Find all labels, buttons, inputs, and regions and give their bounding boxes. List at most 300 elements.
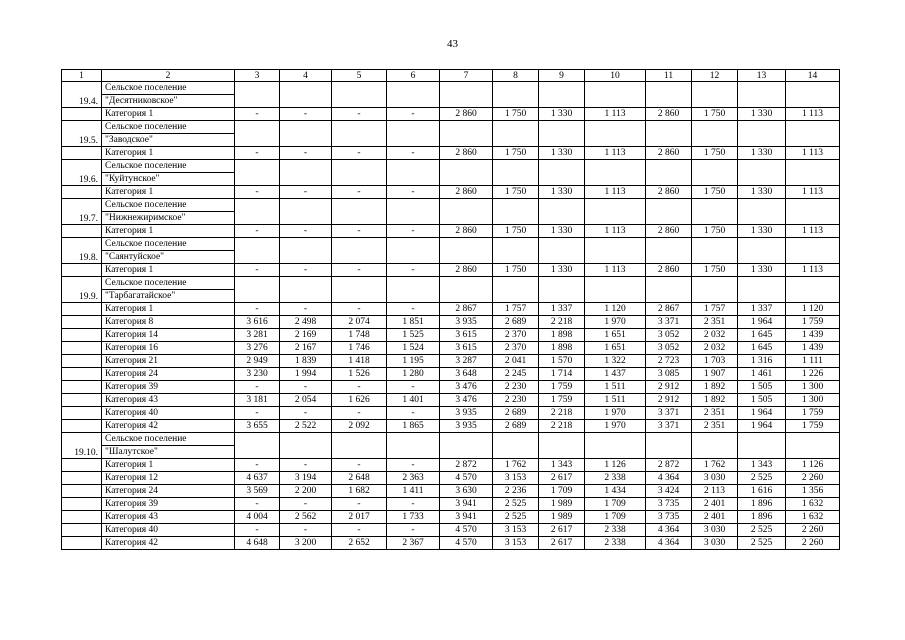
value-cell: 3 630 bbox=[440, 485, 493, 498]
value-cell: 1 964 bbox=[738, 420, 786, 433]
value-cell: - bbox=[235, 498, 280, 511]
section-title: Сельское поселение bbox=[102, 199, 235, 212]
value-cell: 1 709 bbox=[585, 511, 646, 524]
value-cell: 2 230 bbox=[493, 381, 539, 394]
value-cell: - bbox=[280, 381, 332, 394]
value-cell: - bbox=[280, 147, 332, 160]
value-cell: 1 330 bbox=[738, 264, 786, 277]
table-body bbox=[62, 70, 840, 550]
value-cell: - bbox=[235, 459, 280, 472]
category-label: Категория 14 bbox=[102, 329, 235, 342]
value-cell: 1 113 bbox=[585, 147, 646, 160]
value-cell: 1 750 bbox=[493, 264, 539, 277]
value-cell: 3 941 bbox=[440, 498, 493, 511]
value-cell: 1 703 bbox=[692, 355, 738, 368]
value-cell: 2 338 bbox=[585, 524, 646, 537]
value-cell: 1 337 bbox=[539, 303, 585, 316]
value-cell: 1 989 bbox=[539, 498, 585, 511]
empty-cell bbox=[692, 433, 738, 459]
value-cell: 2 860 bbox=[646, 225, 692, 238]
code-cell bbox=[62, 186, 102, 199]
value-cell: 3 287 bbox=[440, 355, 493, 368]
value-cell: 2 092 bbox=[332, 420, 387, 433]
value-cell: 2 522 bbox=[280, 420, 332, 433]
empty-cell bbox=[387, 277, 440, 303]
value-cell: 3 424 bbox=[646, 485, 692, 498]
value-cell: 2 041 bbox=[493, 355, 539, 368]
value-cell: - bbox=[387, 303, 440, 316]
value-cell: 3 052 bbox=[646, 342, 692, 355]
value-cell: 1 526 bbox=[332, 368, 387, 381]
value-cell: 3 935 bbox=[440, 407, 493, 420]
value-cell: 4 570 bbox=[440, 537, 493, 550]
value-cell: 2 401 bbox=[692, 511, 738, 524]
value-cell: 2 351 bbox=[692, 316, 738, 329]
value-cell: 1 626 bbox=[332, 394, 387, 407]
column-header: 2 bbox=[102, 70, 235, 82]
empty-cell bbox=[280, 238, 332, 264]
category-label: Категория 1 bbox=[102, 264, 235, 277]
value-cell: - bbox=[387, 264, 440, 277]
value-cell: 1 330 bbox=[738, 147, 786, 160]
value-cell: 3 735 bbox=[646, 498, 692, 511]
value-cell: 1 439 bbox=[786, 329, 840, 342]
empty-cell bbox=[387, 199, 440, 225]
code-cell bbox=[62, 394, 102, 407]
value-cell: 3 615 bbox=[440, 342, 493, 355]
empty-cell bbox=[585, 238, 646, 264]
value-cell: 3 476 bbox=[440, 394, 493, 407]
value-cell: 2 498 bbox=[280, 316, 332, 329]
value-cell: 1 337 bbox=[738, 303, 786, 316]
column-header: 12 bbox=[692, 70, 738, 82]
value-cell: 1 733 bbox=[387, 511, 440, 524]
value-cell: 1 750 bbox=[493, 186, 539, 199]
value-cell: 4 570 bbox=[440, 472, 493, 485]
empty-cell bbox=[786, 277, 840, 303]
value-cell: 1 343 bbox=[539, 459, 585, 472]
value-cell: 1 964 bbox=[738, 407, 786, 420]
value-cell: 2 245 bbox=[493, 368, 539, 381]
value-cell: 1 714 bbox=[539, 368, 585, 381]
table-row bbox=[62, 316, 840, 329]
value-cell: - bbox=[332, 108, 387, 121]
empty-cell bbox=[646, 82, 692, 108]
value-cell: 1 750 bbox=[692, 108, 738, 121]
value-cell: 2 218 bbox=[539, 407, 585, 420]
category-label: Категория 39 bbox=[102, 381, 235, 394]
value-cell: - bbox=[387, 225, 440, 238]
value-cell: 1 461 bbox=[738, 368, 786, 381]
empty-cell bbox=[692, 121, 738, 147]
value-cell: - bbox=[332, 303, 387, 316]
value-cell: 1 759 bbox=[539, 381, 585, 394]
empty-cell bbox=[280, 277, 332, 303]
value-cell: 2 617 bbox=[539, 472, 585, 485]
value-cell: 2 860 bbox=[646, 264, 692, 277]
table-row bbox=[62, 485, 840, 498]
value-cell: 1 632 bbox=[786, 511, 840, 524]
value-cell: - bbox=[332, 524, 387, 537]
table-row bbox=[62, 186, 840, 199]
category-label: Категория 16 bbox=[102, 342, 235, 355]
table-row bbox=[62, 472, 840, 485]
empty-cell bbox=[786, 199, 840, 225]
value-cell: - bbox=[235, 108, 280, 121]
table-row bbox=[62, 407, 840, 420]
section-row bbox=[62, 238, 840, 251]
value-cell: 1 113 bbox=[585, 225, 646, 238]
value-cell: 2 689 bbox=[493, 420, 539, 433]
empty-cell bbox=[539, 82, 585, 108]
empty-cell bbox=[280, 160, 332, 186]
empty-cell bbox=[235, 82, 280, 108]
value-cell: 3 371 bbox=[646, 316, 692, 329]
value-cell: 2 723 bbox=[646, 355, 692, 368]
column-header: 4 bbox=[280, 70, 332, 82]
empty-cell bbox=[280, 121, 332, 147]
empty-cell bbox=[646, 238, 692, 264]
empty-cell bbox=[692, 277, 738, 303]
table-row bbox=[62, 329, 840, 342]
value-cell: 3 181 bbox=[235, 394, 280, 407]
value-cell: 2 260 bbox=[786, 524, 840, 537]
value-cell: - bbox=[280, 459, 332, 472]
value-cell: 1 418 bbox=[332, 355, 387, 368]
code-cell bbox=[62, 147, 102, 160]
value-cell: 1 616 bbox=[738, 485, 786, 498]
value-cell: 1 970 bbox=[585, 316, 646, 329]
value-cell: - bbox=[387, 147, 440, 160]
value-cell: 1 505 bbox=[738, 394, 786, 407]
section-name: "Саянтуйское" bbox=[102, 251, 235, 264]
category-label: Категория 24 bbox=[102, 368, 235, 381]
value-cell: 3 052 bbox=[646, 329, 692, 342]
section-row bbox=[62, 82, 840, 95]
empty-cell bbox=[738, 238, 786, 264]
table-row bbox=[62, 108, 840, 121]
page-number: 43 bbox=[447, 38, 458, 50]
empty-cell bbox=[539, 238, 585, 264]
column-header: 9 bbox=[539, 70, 585, 82]
empty-cell bbox=[387, 238, 440, 264]
empty-cell bbox=[332, 433, 387, 459]
table-row bbox=[62, 498, 840, 511]
value-cell: 2 562 bbox=[280, 511, 332, 524]
header-row bbox=[62, 70, 840, 82]
value-cell: 3 371 bbox=[646, 407, 692, 420]
category-label: Категория 43 bbox=[102, 394, 235, 407]
value-cell: - bbox=[280, 498, 332, 511]
value-cell: 1 762 bbox=[692, 459, 738, 472]
value-cell: - bbox=[235, 225, 280, 238]
empty-cell bbox=[738, 433, 786, 459]
empty-cell bbox=[332, 82, 387, 108]
value-cell: 3 935 bbox=[440, 420, 493, 433]
empty-cell bbox=[235, 160, 280, 186]
code-cell bbox=[62, 342, 102, 355]
empty-cell bbox=[387, 433, 440, 459]
value-cell: 1 709 bbox=[585, 498, 646, 511]
empty-cell bbox=[585, 160, 646, 186]
value-cell: 3 648 bbox=[440, 368, 493, 381]
value-cell: 2 525 bbox=[493, 511, 539, 524]
value-cell: 3 194 bbox=[280, 472, 332, 485]
value-cell: 1 896 bbox=[738, 511, 786, 524]
section-title: Сельское поселение bbox=[102, 277, 235, 290]
empty-cell bbox=[738, 82, 786, 108]
value-cell: 1 762 bbox=[493, 459, 539, 472]
value-cell: 2 167 bbox=[280, 342, 332, 355]
value-cell: 1 113 bbox=[585, 186, 646, 199]
empty-cell bbox=[493, 82, 539, 108]
category-label: Категория 24 bbox=[102, 485, 235, 498]
empty-cell bbox=[692, 199, 738, 225]
section-name: "Куйтунское" bbox=[102, 173, 235, 186]
value-cell: 1 970 bbox=[585, 420, 646, 433]
section-name: "Нижнежиримское" bbox=[102, 212, 235, 225]
table-row bbox=[62, 355, 840, 368]
category-label: Категория 43 bbox=[102, 511, 235, 524]
code-cell bbox=[62, 537, 102, 550]
value-cell: 1 750 bbox=[493, 147, 539, 160]
value-cell: - bbox=[280, 186, 332, 199]
value-cell: 2 648 bbox=[332, 472, 387, 485]
value-cell: - bbox=[332, 407, 387, 420]
empty-cell bbox=[786, 82, 840, 108]
value-cell: 1 750 bbox=[692, 147, 738, 160]
section-row bbox=[62, 160, 840, 173]
value-cell: 1 682 bbox=[332, 485, 387, 498]
table-row bbox=[62, 368, 840, 381]
value-cell: 4 637 bbox=[235, 472, 280, 485]
value-cell: 1 330 bbox=[539, 108, 585, 121]
value-cell: 1 330 bbox=[738, 186, 786, 199]
empty-cell bbox=[280, 82, 332, 108]
value-cell: 1 898 bbox=[539, 342, 585, 355]
value-cell: 3 085 bbox=[646, 368, 692, 381]
code-cell bbox=[62, 498, 102, 511]
value-cell: 2 949 bbox=[235, 355, 280, 368]
table-row bbox=[62, 511, 840, 524]
empty-cell bbox=[585, 121, 646, 147]
value-cell: 2 363 bbox=[387, 472, 440, 485]
value-cell: 3 030 bbox=[692, 524, 738, 537]
value-cell: 1 645 bbox=[738, 329, 786, 342]
value-cell: 1 322 bbox=[585, 355, 646, 368]
empty-cell bbox=[440, 433, 493, 459]
value-cell: 1 750 bbox=[692, 264, 738, 277]
empty-cell bbox=[786, 238, 840, 264]
value-cell: - bbox=[332, 381, 387, 394]
value-cell: - bbox=[332, 459, 387, 472]
column-header: 1 bbox=[62, 70, 102, 82]
code-cell bbox=[62, 524, 102, 537]
table-row bbox=[62, 303, 840, 316]
column-header: 8 bbox=[493, 70, 539, 82]
code-cell bbox=[62, 316, 102, 329]
code-cell bbox=[62, 485, 102, 498]
value-cell: 1 651 bbox=[585, 342, 646, 355]
value-cell: - bbox=[235, 186, 280, 199]
value-cell: 1 401 bbox=[387, 394, 440, 407]
empty-cell bbox=[585, 82, 646, 108]
section-title: Сельское поселение bbox=[102, 82, 235, 95]
value-cell: 1 126 bbox=[585, 459, 646, 472]
value-cell: 4 004 bbox=[235, 511, 280, 524]
value-cell: 1 892 bbox=[692, 394, 738, 407]
value-cell: 1 126 bbox=[786, 459, 840, 472]
category-label: Категория 8 bbox=[102, 316, 235, 329]
value-cell: - bbox=[235, 147, 280, 160]
column-header: 11 bbox=[646, 70, 692, 82]
value-cell: 3 281 bbox=[235, 329, 280, 342]
value-cell: 3 230 bbox=[235, 368, 280, 381]
empty-cell bbox=[332, 277, 387, 303]
value-cell: 1 651 bbox=[585, 329, 646, 342]
value-cell: 2 860 bbox=[646, 186, 692, 199]
section-code: 19.5. bbox=[62, 121, 102, 147]
value-cell: 2 351 bbox=[692, 420, 738, 433]
value-cell: 2 912 bbox=[646, 381, 692, 394]
value-cell: 3 569 bbox=[235, 485, 280, 498]
value-cell: 3 030 bbox=[692, 537, 738, 550]
category-label: Категория 1 bbox=[102, 108, 235, 121]
value-cell: - bbox=[387, 459, 440, 472]
empty-cell bbox=[539, 160, 585, 186]
table-row bbox=[62, 147, 840, 160]
value-cell: 2 218 bbox=[539, 316, 585, 329]
value-cell: 2 370 bbox=[493, 329, 539, 342]
value-cell: - bbox=[332, 225, 387, 238]
value-cell: 1 330 bbox=[539, 186, 585, 199]
section-title: Сельское поселение bbox=[102, 238, 235, 251]
value-cell: - bbox=[235, 264, 280, 277]
column-header: 10 bbox=[585, 70, 646, 82]
value-cell: 2 338 bbox=[585, 537, 646, 550]
empty-cell bbox=[539, 277, 585, 303]
value-cell: 1 750 bbox=[493, 108, 539, 121]
code-cell bbox=[62, 368, 102, 381]
value-cell: 1 632 bbox=[786, 498, 840, 511]
empty-cell bbox=[646, 160, 692, 186]
category-label: Категория 1 bbox=[102, 186, 235, 199]
value-cell: 2 525 bbox=[738, 537, 786, 550]
column-header: 14 bbox=[786, 70, 840, 82]
column-header: 6 bbox=[387, 70, 440, 82]
value-cell: 2 860 bbox=[440, 147, 493, 160]
value-cell: - bbox=[280, 264, 332, 277]
empty-cell bbox=[786, 121, 840, 147]
table-row bbox=[62, 459, 840, 472]
empty-cell bbox=[493, 277, 539, 303]
value-cell: 1 505 bbox=[738, 381, 786, 394]
value-cell: 1 113 bbox=[786, 147, 840, 160]
empty-cell bbox=[387, 121, 440, 147]
empty-cell bbox=[493, 160, 539, 186]
section-name: "Тарбагатайское" bbox=[102, 290, 235, 303]
value-cell: 2 338 bbox=[585, 472, 646, 485]
value-cell: 3 153 bbox=[493, 524, 539, 537]
code-cell bbox=[62, 472, 102, 485]
empty-cell bbox=[646, 433, 692, 459]
value-cell: 4 648 bbox=[235, 537, 280, 550]
value-cell: 2 860 bbox=[646, 147, 692, 160]
empty-cell bbox=[786, 433, 840, 459]
empty-cell bbox=[493, 238, 539, 264]
value-cell: 2 860 bbox=[440, 225, 493, 238]
empty-cell bbox=[235, 433, 280, 459]
value-cell: 1 851 bbox=[387, 316, 440, 329]
section-code: 19.10. bbox=[62, 433, 102, 459]
value-cell: 1 437 bbox=[585, 368, 646, 381]
empty-cell bbox=[493, 121, 539, 147]
value-cell: 2 218 bbox=[539, 420, 585, 433]
section-row bbox=[62, 433, 840, 446]
category-label: Категория 40 bbox=[102, 524, 235, 537]
value-cell: 1 750 bbox=[692, 225, 738, 238]
value-cell: 1 757 bbox=[692, 303, 738, 316]
value-cell: - bbox=[387, 381, 440, 394]
section-title: Сельское поселение bbox=[102, 433, 235, 446]
value-cell: 1 892 bbox=[692, 381, 738, 394]
value-cell: - bbox=[280, 524, 332, 537]
value-cell: 1 525 bbox=[387, 329, 440, 342]
code-cell bbox=[62, 225, 102, 238]
value-cell: 4 364 bbox=[646, 472, 692, 485]
empty-cell bbox=[280, 433, 332, 459]
value-cell: 1 330 bbox=[738, 108, 786, 121]
category-label: Категория 1 bbox=[102, 303, 235, 316]
empty-cell bbox=[738, 121, 786, 147]
value-cell: 1 964 bbox=[738, 316, 786, 329]
value-cell: 1 280 bbox=[387, 368, 440, 381]
column-header: 13 bbox=[738, 70, 786, 82]
empty-cell bbox=[235, 277, 280, 303]
empty-cell bbox=[235, 121, 280, 147]
value-cell: 1 434 bbox=[585, 485, 646, 498]
section-code: 19.6. bbox=[62, 160, 102, 186]
empty-cell bbox=[280, 199, 332, 225]
value-cell: 1 113 bbox=[786, 108, 840, 121]
section-title: Сельское поселение bbox=[102, 160, 235, 173]
value-cell: 1 113 bbox=[786, 225, 840, 238]
value-cell: 1 316 bbox=[738, 355, 786, 368]
value-cell: 1 570 bbox=[539, 355, 585, 368]
section-code: 19.8. bbox=[62, 238, 102, 264]
table-row bbox=[62, 225, 840, 238]
value-cell: 3 030 bbox=[692, 472, 738, 485]
code-cell bbox=[62, 355, 102, 368]
empty-cell bbox=[493, 433, 539, 459]
code-cell bbox=[62, 511, 102, 524]
value-cell: 3 153 bbox=[493, 472, 539, 485]
value-cell: 1 839 bbox=[280, 355, 332, 368]
code-cell bbox=[62, 303, 102, 316]
value-cell: 1 524 bbox=[387, 342, 440, 355]
value-cell: 2 912 bbox=[646, 394, 692, 407]
value-cell: 1 994 bbox=[280, 368, 332, 381]
code-cell bbox=[62, 264, 102, 277]
value-cell: 2 617 bbox=[539, 524, 585, 537]
value-cell: 1 113 bbox=[786, 186, 840, 199]
empty-cell bbox=[387, 160, 440, 186]
section-row bbox=[62, 199, 840, 212]
value-cell: 2 652 bbox=[332, 537, 387, 550]
value-cell: 3 476 bbox=[440, 381, 493, 394]
category-label: Категория 39 bbox=[102, 498, 235, 511]
value-cell: 1 120 bbox=[585, 303, 646, 316]
